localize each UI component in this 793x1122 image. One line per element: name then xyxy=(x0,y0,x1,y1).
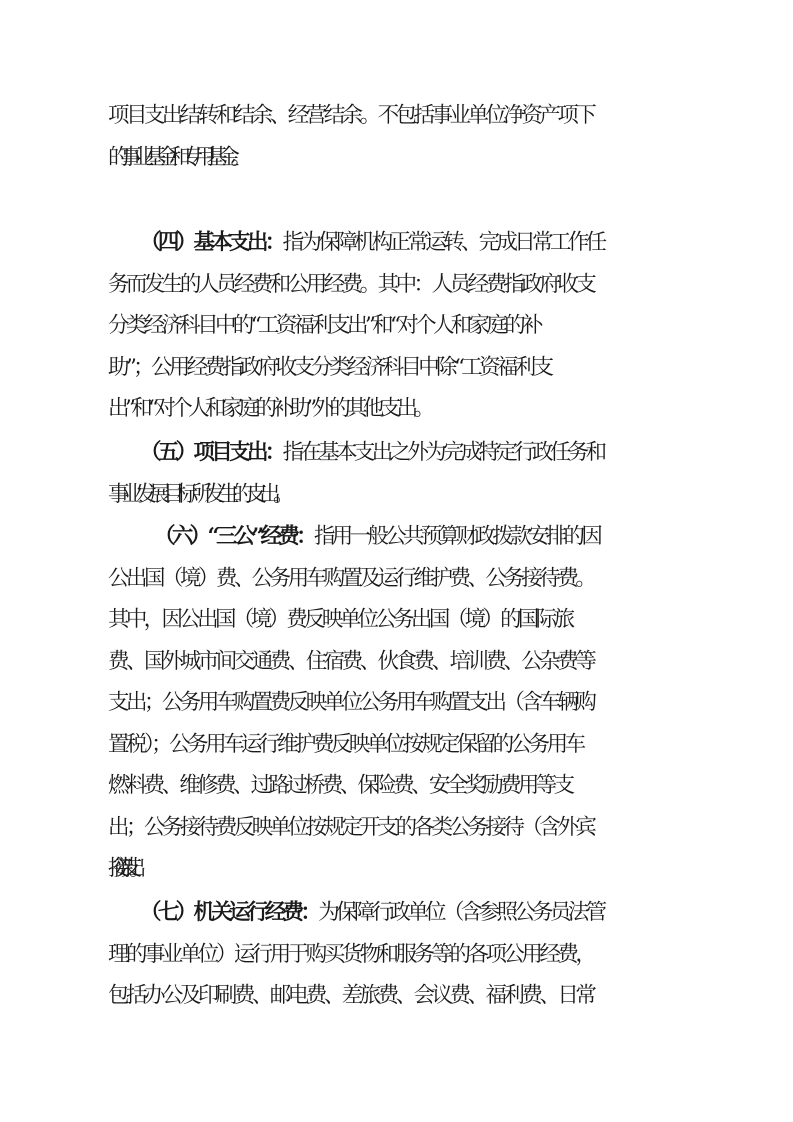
body-text: 出；公务接待费反映单位按规定开支的各类公务接待（含外宾 xyxy=(108,814,594,840)
body-text: 出”和“对个人和家庭的补助”外的其他支出。 xyxy=(108,396,431,421)
body-text: 公出国（境）费、公务用车购置及运行维护费、公务接待费。 xyxy=(108,565,594,591)
text-line xyxy=(0,725,793,765)
text-line xyxy=(0,475,793,515)
text-line xyxy=(0,600,793,640)
section-heading: （六）“三公”经费： xyxy=(154,524,314,549)
text-line xyxy=(0,976,793,1016)
body-text: 事业发展目标所发生的支出。 xyxy=(108,481,287,507)
text-line xyxy=(0,559,793,599)
body-text: 指为保障机构正常运转、完成日常工作任 xyxy=(282,230,604,255)
body-text: 分类经济科目中的“工资福利支出”和“对个人和家庭的补 xyxy=(108,313,540,338)
text-line xyxy=(0,893,793,933)
body-text: 项目支出结转和结余、经营结余。不包括事业单位净资产项下 xyxy=(108,103,594,128)
body-text: 务而发生的人员经费和公用经费。其中：人员经费指政府收支 xyxy=(108,271,594,297)
text-line xyxy=(0,433,793,473)
text-line xyxy=(0,348,793,388)
body-text: 接待）支出。 xyxy=(108,856,134,881)
text-line xyxy=(0,683,793,723)
body-text: 的事业基金和专用基金。 xyxy=(108,144,243,170)
text-line xyxy=(0,808,793,848)
section-heading: （五）项目支出： xyxy=(140,440,283,465)
body-text: 指在基本支出之外为完成特定行政任务和 xyxy=(282,440,604,465)
section-heading: （七）机关运行经费： xyxy=(140,900,319,925)
text-line xyxy=(0,389,793,429)
body-text: 包括办公及印刷费、邮电费、差旅费、会议费、福利费、日常 xyxy=(108,983,594,1008)
body-text: 指用一般公共预算财政拨款安排的因 xyxy=(313,524,600,549)
section-heading: （四）基本支出： xyxy=(140,230,283,255)
text-line xyxy=(0,766,793,806)
text-line xyxy=(0,935,793,975)
text-line xyxy=(0,265,793,305)
body-text: 置税）；公务用车运行维护费反映单位按规定保留的公务用车 xyxy=(108,731,583,757)
text-line xyxy=(0,642,793,682)
body-text: 费、国外城市间交通费、住宿费、伙食费、培训费、公杂费等 xyxy=(108,648,594,674)
body-text: 其中，因公出国（境）费反映单位公务出国（境）的国际旅 xyxy=(108,607,572,632)
text-line xyxy=(0,96,793,136)
text-line xyxy=(0,849,793,889)
text-line xyxy=(0,517,793,557)
body-text: 理的事业单位）运行用于购买货物和服务等的各项公用经费， xyxy=(108,941,594,967)
text-line xyxy=(0,138,793,178)
body-text: 为保障行政单位（含参照公务员法管 xyxy=(318,900,604,925)
body-text: 燃料费、维修费、过路过桥费、保险费、安全奖励费用等支 xyxy=(108,773,572,798)
body-text: 助”；公用经费指政府收支分类经济科目中除“工资福利支 xyxy=(108,354,551,380)
text-line xyxy=(0,223,793,263)
body-text: 支出；公务用车购置费反映单位公务用车购置支出（含车辆购 xyxy=(108,690,594,715)
text-line xyxy=(0,306,793,346)
